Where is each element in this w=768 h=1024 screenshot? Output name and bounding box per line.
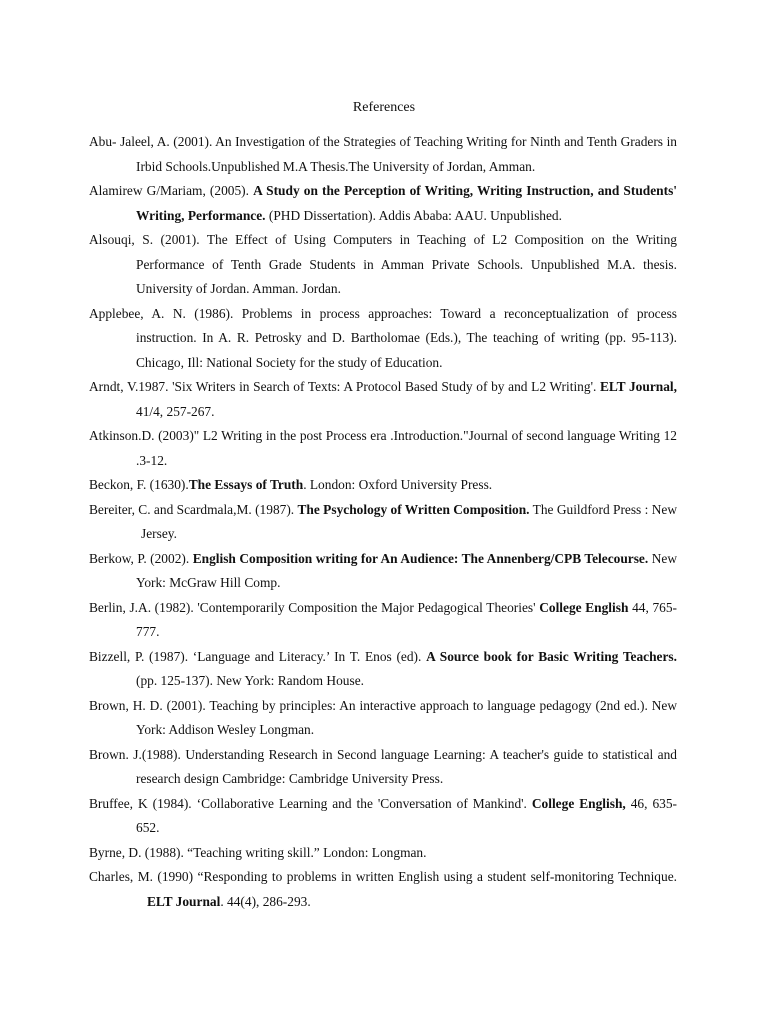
reference-text: . 44(4), 286-293. (220, 893, 311, 909)
reference-text: Applebee, A. N. (1986). Problems in process approaches: Toward a reconceptualization of process instruction. In A. R. Petrosky and D. Bartholomae (Eds.), The teaching of writing (pp. 95-113). Chicago, Ill: National Society for the study of Education. (89, 305, 677, 370)
reference-entry (89, 424, 677, 473)
reference-title: The Psychology of Written Composition. (297, 501, 530, 517)
reference-text: Bruffee, K (1984). ‘Collaborative Learning and the 'Conversation of Mankind'. (89, 795, 532, 811)
reference-title: English Composition writing for An Audience: The Annenberg/CPB Telecourse. (192, 550, 649, 566)
reference-title: ELT Journal (147, 893, 221, 909)
reference-entry (89, 547, 677, 596)
reference-entry (89, 841, 677, 866)
reference-text: Berlin, J.A. (1982). 'Contemporarily Composition the Major Pedagogical Theories' (89, 599, 540, 615)
reference-entry (89, 228, 677, 302)
reference-title: A Source book for Basic Writing Teachers. (426, 648, 677, 664)
reference-entry (89, 302, 677, 376)
reference-entry (89, 865, 677, 914)
reference-text: Beckon, F. (1630). (89, 477, 189, 492)
reference-entry (89, 645, 677, 694)
reference-text: Atkinson.D. (2003)" L2 Writing in the post Process era .Introduction."Journal of second language Writing 12 .3-12. (89, 428, 677, 468)
page-heading: References (352, 100, 416, 115)
reference-text: Brown. J.(1988). Understanding Research in Second language Learning: A teacher's guide to statistical and research design Cambridge: Cambridge University Press. (89, 746, 677, 786)
reference-text: Bereiter, C. and Scardmala,M. (1987). (89, 501, 298, 517)
reference-text: Arndt, V.1987. 'Six Writers in Search of Texts: A Protocol Based Study of by and L2 Writing'. (89, 379, 600, 394)
reference-text: Alsouqi, S. (2001). The Effect of Using Computers in Teaching of L2 Composition on the Writing Performance of Tenth Grade Students in Amman Private Schools. Unpublished M.A. thesis. University of Jordan. Amman. Jordan. (89, 232, 677, 296)
reference-entry (89, 596, 677, 645)
reference-entry (89, 498, 677, 547)
reference-text: 44, 765-777. (136, 599, 677, 639)
reference-entry (89, 375, 677, 424)
reference-title: The Essays of Truth (188, 477, 304, 492)
reference-entry (89, 694, 677, 743)
reference-entry (89, 473, 677, 498)
reference-entry (89, 743, 677, 792)
reference-text: Bizzell, P. (1987). ‘Language and Literacy.’ In T. Enos (ed). (89, 648, 427, 664)
reference-text: (pp. 125-137). New York: Random House. (136, 673, 364, 688)
reference-title: College English (539, 599, 629, 615)
reference-text: 41/4, 257-267. (136, 403, 215, 419)
reference-text: The Guildford Press : New Jersey. (141, 501, 677, 541)
reference-text: . London: Oxford University Press. (303, 477, 493, 492)
reference-text: Alamirew G/Mariam, (2005). (89, 183, 254, 198)
reference-title: College English, (531, 795, 626, 811)
reference-text: Byrne, D. (1988). “Teaching writing skill.” London: Longman. (89, 844, 427, 860)
reference-text: Charles, M. (1990) “Responding to problems in written English using a student self-monitoring Technique. (89, 869, 677, 884)
reference-title: ELT Journal, (600, 379, 677, 394)
reference-entry (89, 179, 677, 228)
reference-text: Berkow, P. (2002). (89, 550, 193, 566)
reference-list (89, 130, 677, 914)
reference-entry (89, 792, 677, 841)
reference-text: 46, 635-652. (136, 795, 677, 835)
reference-text: (PHD Dissertation). Addis Ababa: AAU. Unpublished. (265, 207, 562, 223)
reference-text: Brown, H. D. (2001). Teaching by principles: An interactive approach to language pedagogy (2nd ed.). New York: Addison Wesley Longman. (89, 697, 677, 737)
reference-text: New York: McGraw Hill Comp. (136, 550, 678, 590)
reference-title: A Study on the Perception of Writing, Writing Instruction, and Students' Writing, Performance. (136, 183, 678, 223)
reference-entry (89, 130, 677, 179)
reference-text: Abu- Jaleel, A. (2001). An Investigation of the Strategies of Teaching Writing for Ninth and Tenth Graders in Irbid Schools.Unpublished M.A Thesis.The University of Jordan, Amman. (89, 134, 677, 174)
